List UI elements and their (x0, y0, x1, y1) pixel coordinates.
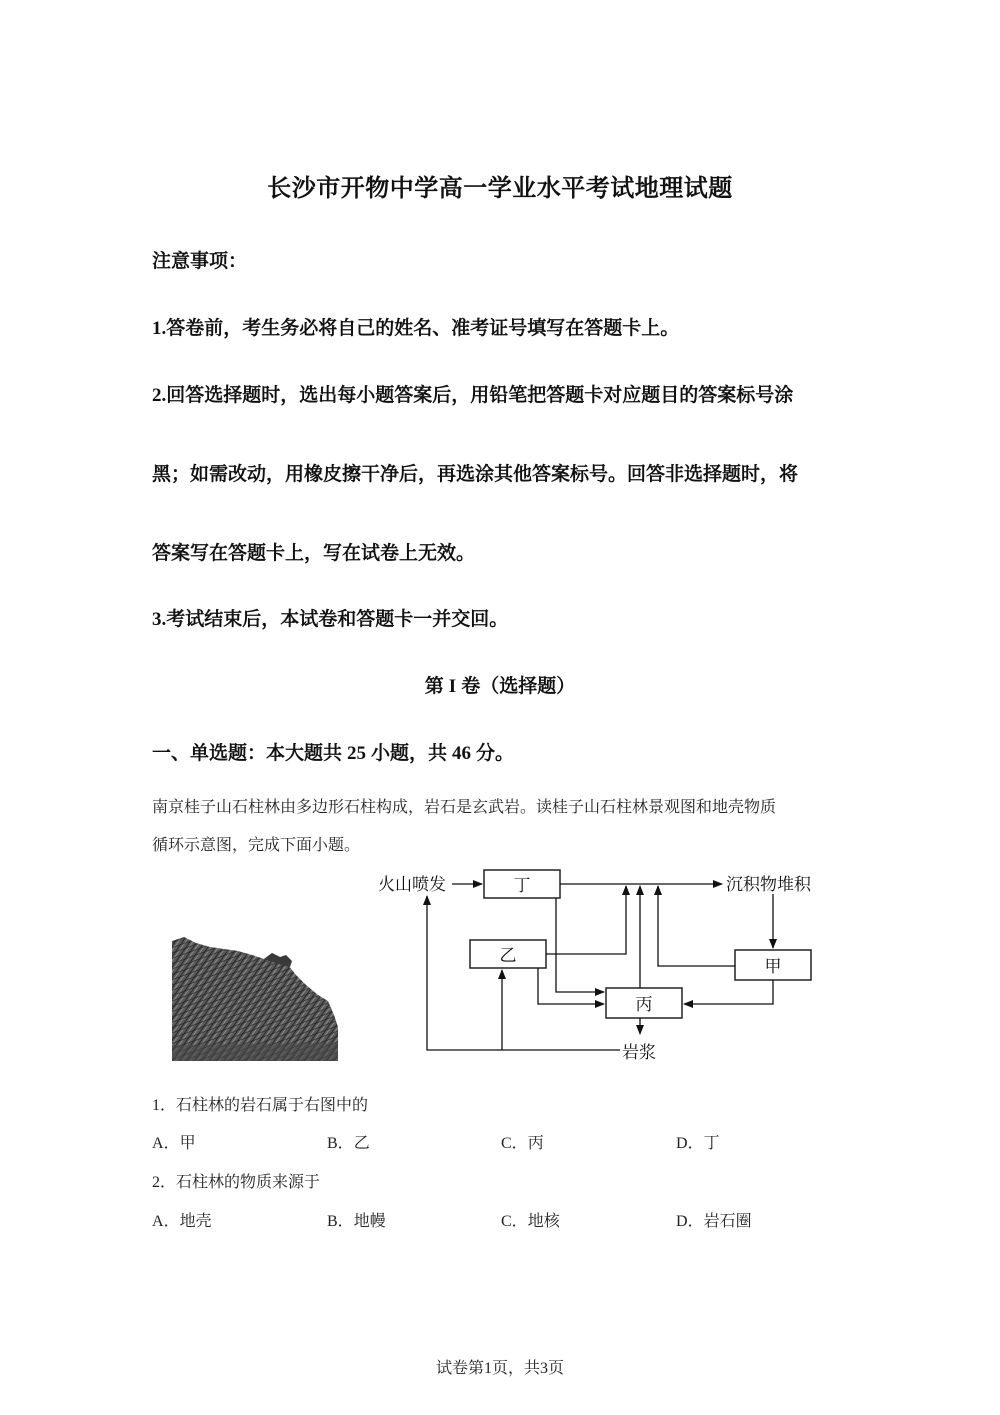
footer-suffix: 页 (548, 1358, 565, 1377)
label-jia: 甲 (764, 957, 782, 977)
notice-item-3-number: 3. (152, 609, 167, 630)
section-heading (152, 738, 514, 765)
footer-middle: 页，共 (491, 1358, 540, 1377)
notice-item-3 (152, 604, 508, 631)
question-1-stem: 1．石柱林的岩石属于右图中的 (152, 1095, 369, 1114)
question-2-stem: 2．石柱林的物质来源于 (152, 1172, 321, 1191)
page-footer (0, 1355, 1000, 1378)
q2-option-d-text: 岩石圈 (703, 1211, 752, 1230)
q1-option-a-letter: A (152, 1135, 164, 1152)
volume-suffix: 卷（选择题） (461, 675, 576, 697)
notice-item-2-number: 2. (152, 385, 167, 406)
q2-option-d[interactable]: D．岩石圈 (676, 1211, 752, 1230)
section-middle: 小题，共 (371, 742, 448, 764)
q1-option-b[interactable]: B．乙 (327, 1133, 370, 1152)
volume-heading (0, 671, 1000, 698)
stem-line-1: 南京桂子山石柱林由多边形石柱构成，岩石是玄武岩。读桂子山石柱林景观图和地壳物质 (152, 797, 777, 816)
q2-option-b-text: 地幔 (353, 1211, 386, 1230)
stem-line-2: 循环示意图，完成下面小题。 (152, 835, 361, 854)
label-magma: 岩浆 (622, 1043, 656, 1062)
stone-column-photo (172, 935, 338, 1061)
label-bing: 丙 (635, 995, 653, 1015)
q2-option-a-text: 地壳 (179, 1211, 212, 1230)
q2-option-c-letter: C (501, 1213, 512, 1230)
label-ding: 丁 (513, 876, 531, 896)
q2-option-b-letter: B (327, 1213, 338, 1230)
label-volcano: 火山喷发 (378, 875, 446, 895)
q1-option-c-letter: C (501, 1135, 512, 1152)
q2-option-a-letter: A (152, 1213, 164, 1230)
notice-item-2-line-2: 黑；如需改动，用橡皮擦干净后，再选涂其他答案标号。回答非选择题时，将 (152, 463, 799, 485)
label-yi: 乙 (499, 946, 517, 966)
q2-option-b[interactable]: B．地幔 (327, 1211, 386, 1230)
notice-heading: 注意事项： (152, 250, 248, 272)
question-1-text: 石柱林的岩石属于右图中的 (176, 1095, 369, 1114)
volume-roman: I (448, 676, 457, 697)
q1-option-d-text: 丁 (703, 1133, 720, 1152)
notice-item-1-number: 1. (152, 318, 167, 339)
q2-option-c[interactable]: C．地核 (501, 1211, 560, 1230)
notice-item-2-line-3: 答案写在答题卡上，写在试卷上无效。 (152, 542, 476, 564)
rock-cycle-diagram (370, 862, 840, 1062)
notice-item-1 (152, 313, 679, 340)
page-title: 长沙市开物中学高一学业水平考试地理试题 (267, 174, 733, 202)
notice-item-2-line-1 (152, 380, 793, 407)
volume-prefix: 第 (424, 675, 444, 697)
question-1-number: 1 (152, 1097, 160, 1114)
q1-option-d[interactable]: D．丁 (676, 1133, 720, 1152)
label-sediment: 沉积物堆积 (726, 875, 811, 895)
question-2-text: 石柱林的物质来源于 (176, 1172, 321, 1191)
q2-option-c-text: 地核 (527, 1211, 560, 1230)
footer-prefix: 试卷第 (435, 1358, 484, 1377)
q1-option-a-text: 甲 (179, 1133, 196, 1152)
notice-item-1-text: 答卷前，考生务必将自己的姓名、准考证号填写在答题卡上。 (166, 317, 680, 339)
q1-option-c[interactable]: C．丙 (501, 1133, 544, 1152)
section-score: 46 (452, 743, 472, 764)
section-prefix: 一、单选题：本大题共 (152, 742, 343, 764)
notice-item-2-text-1: 回答选择题时，选出每小题答案后，用铅笔把答题卡对应题目的答案标号涂 (166, 384, 794, 406)
footer-total-pages: 3 (540, 1360, 548, 1377)
q1-option-a[interactable]: A．甲 (152, 1133, 196, 1152)
footer-page-number: 1 (483, 1360, 492, 1377)
q2-option-d-letter: D (676, 1213, 688, 1230)
section-suffix: 分。 (476, 742, 515, 764)
notice-item-3-text: 考试结束后，本试卷和答题卡一并交回。 (166, 608, 509, 630)
question-2-number: 2 (152, 1174, 160, 1191)
q1-option-b-text: 乙 (353, 1133, 370, 1152)
q1-option-d-letter: D (676, 1135, 688, 1152)
q1-option-c-text: 丙 (527, 1133, 544, 1152)
section-count: 25 (347, 743, 367, 764)
q1-option-b-letter: B (327, 1135, 338, 1152)
q2-option-a[interactable]: A．地壳 (152, 1211, 212, 1230)
